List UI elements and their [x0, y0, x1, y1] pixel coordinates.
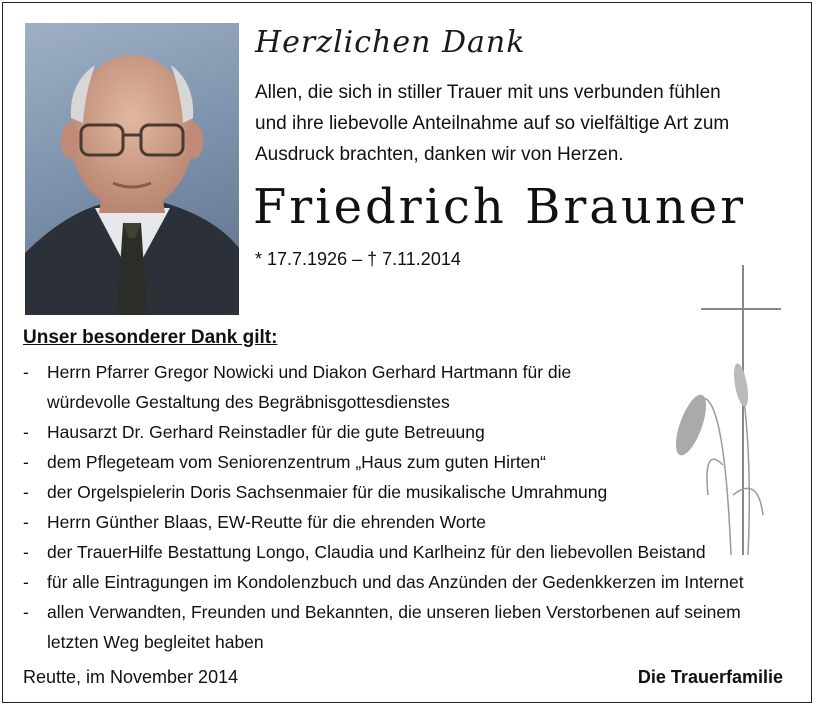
- intro-line: und ihre liebevolle Anteilnahme auf so vielfältige Art zum: [255, 113, 730, 134]
- list-item: - Hausarzt Dr. Gerhard Reinstadler für die gute Betreuung: [23, 417, 783, 447]
- signature: Die Trauerfamilie: [637, 667, 783, 687]
- thanks-list: [23, 357, 783, 657]
- heading-title: Herzlichen Dank: [255, 25, 526, 60]
- portrait-photo: [25, 23, 239, 315]
- list-item: - allen Verwandten, Freunden und Bekannten, die unseren lieben Verstorbenen auf seinem letzten Weg begleitet haben: [23, 597, 747, 657]
- list-item: - dem Pflegeteam vom Seniorenzentrum „Haus zum guten Hirten“: [23, 447, 783, 477]
- obituary-card: [2, 2, 812, 703]
- list-item: - Herrn Günther Blaas, EW-Reutte für die ehrenden Worte: [23, 507, 783, 537]
- thanks-heading: Unser besonderer Dank gilt:: [23, 327, 278, 348]
- place-date: Reutte, im November 2014: [23, 667, 239, 687]
- list-item: - der Orgelspielerin Doris Sachsenmaier für die musikalische Umrahmung: [23, 477, 783, 507]
- life-dates: * 17.7.1926 – † 7.11.2014: [255, 249, 461, 269]
- intro-line: Ausdruck brachten, danken wir von Herzen.: [255, 144, 624, 165]
- list-item: - Herrn Pfarrer Gregor Nowicki und Diakon Gerhard Hartmann für die würdevolle Gestaltung des Begräbnisgottesdienstes: [23, 357, 607, 417]
- portrait-illustration: [25, 23, 239, 315]
- list-item: - für alle Eintragungen im Kondolenzbuch und das Anzünden der Gedenkkerzen im Internet: [23, 567, 783, 597]
- list-item: - der TrauerHilfe Bestattung Longo, Claudia und Karlheinz für den liebevollen Beistand: [23, 537, 783, 567]
- intro-line: Allen, die sich in stiller Trauer mit uns verbunden fühlen: [255, 82, 721, 103]
- intro-text: [255, 77, 775, 170]
- deceased-name: Friedrich Brauner: [253, 179, 747, 235]
